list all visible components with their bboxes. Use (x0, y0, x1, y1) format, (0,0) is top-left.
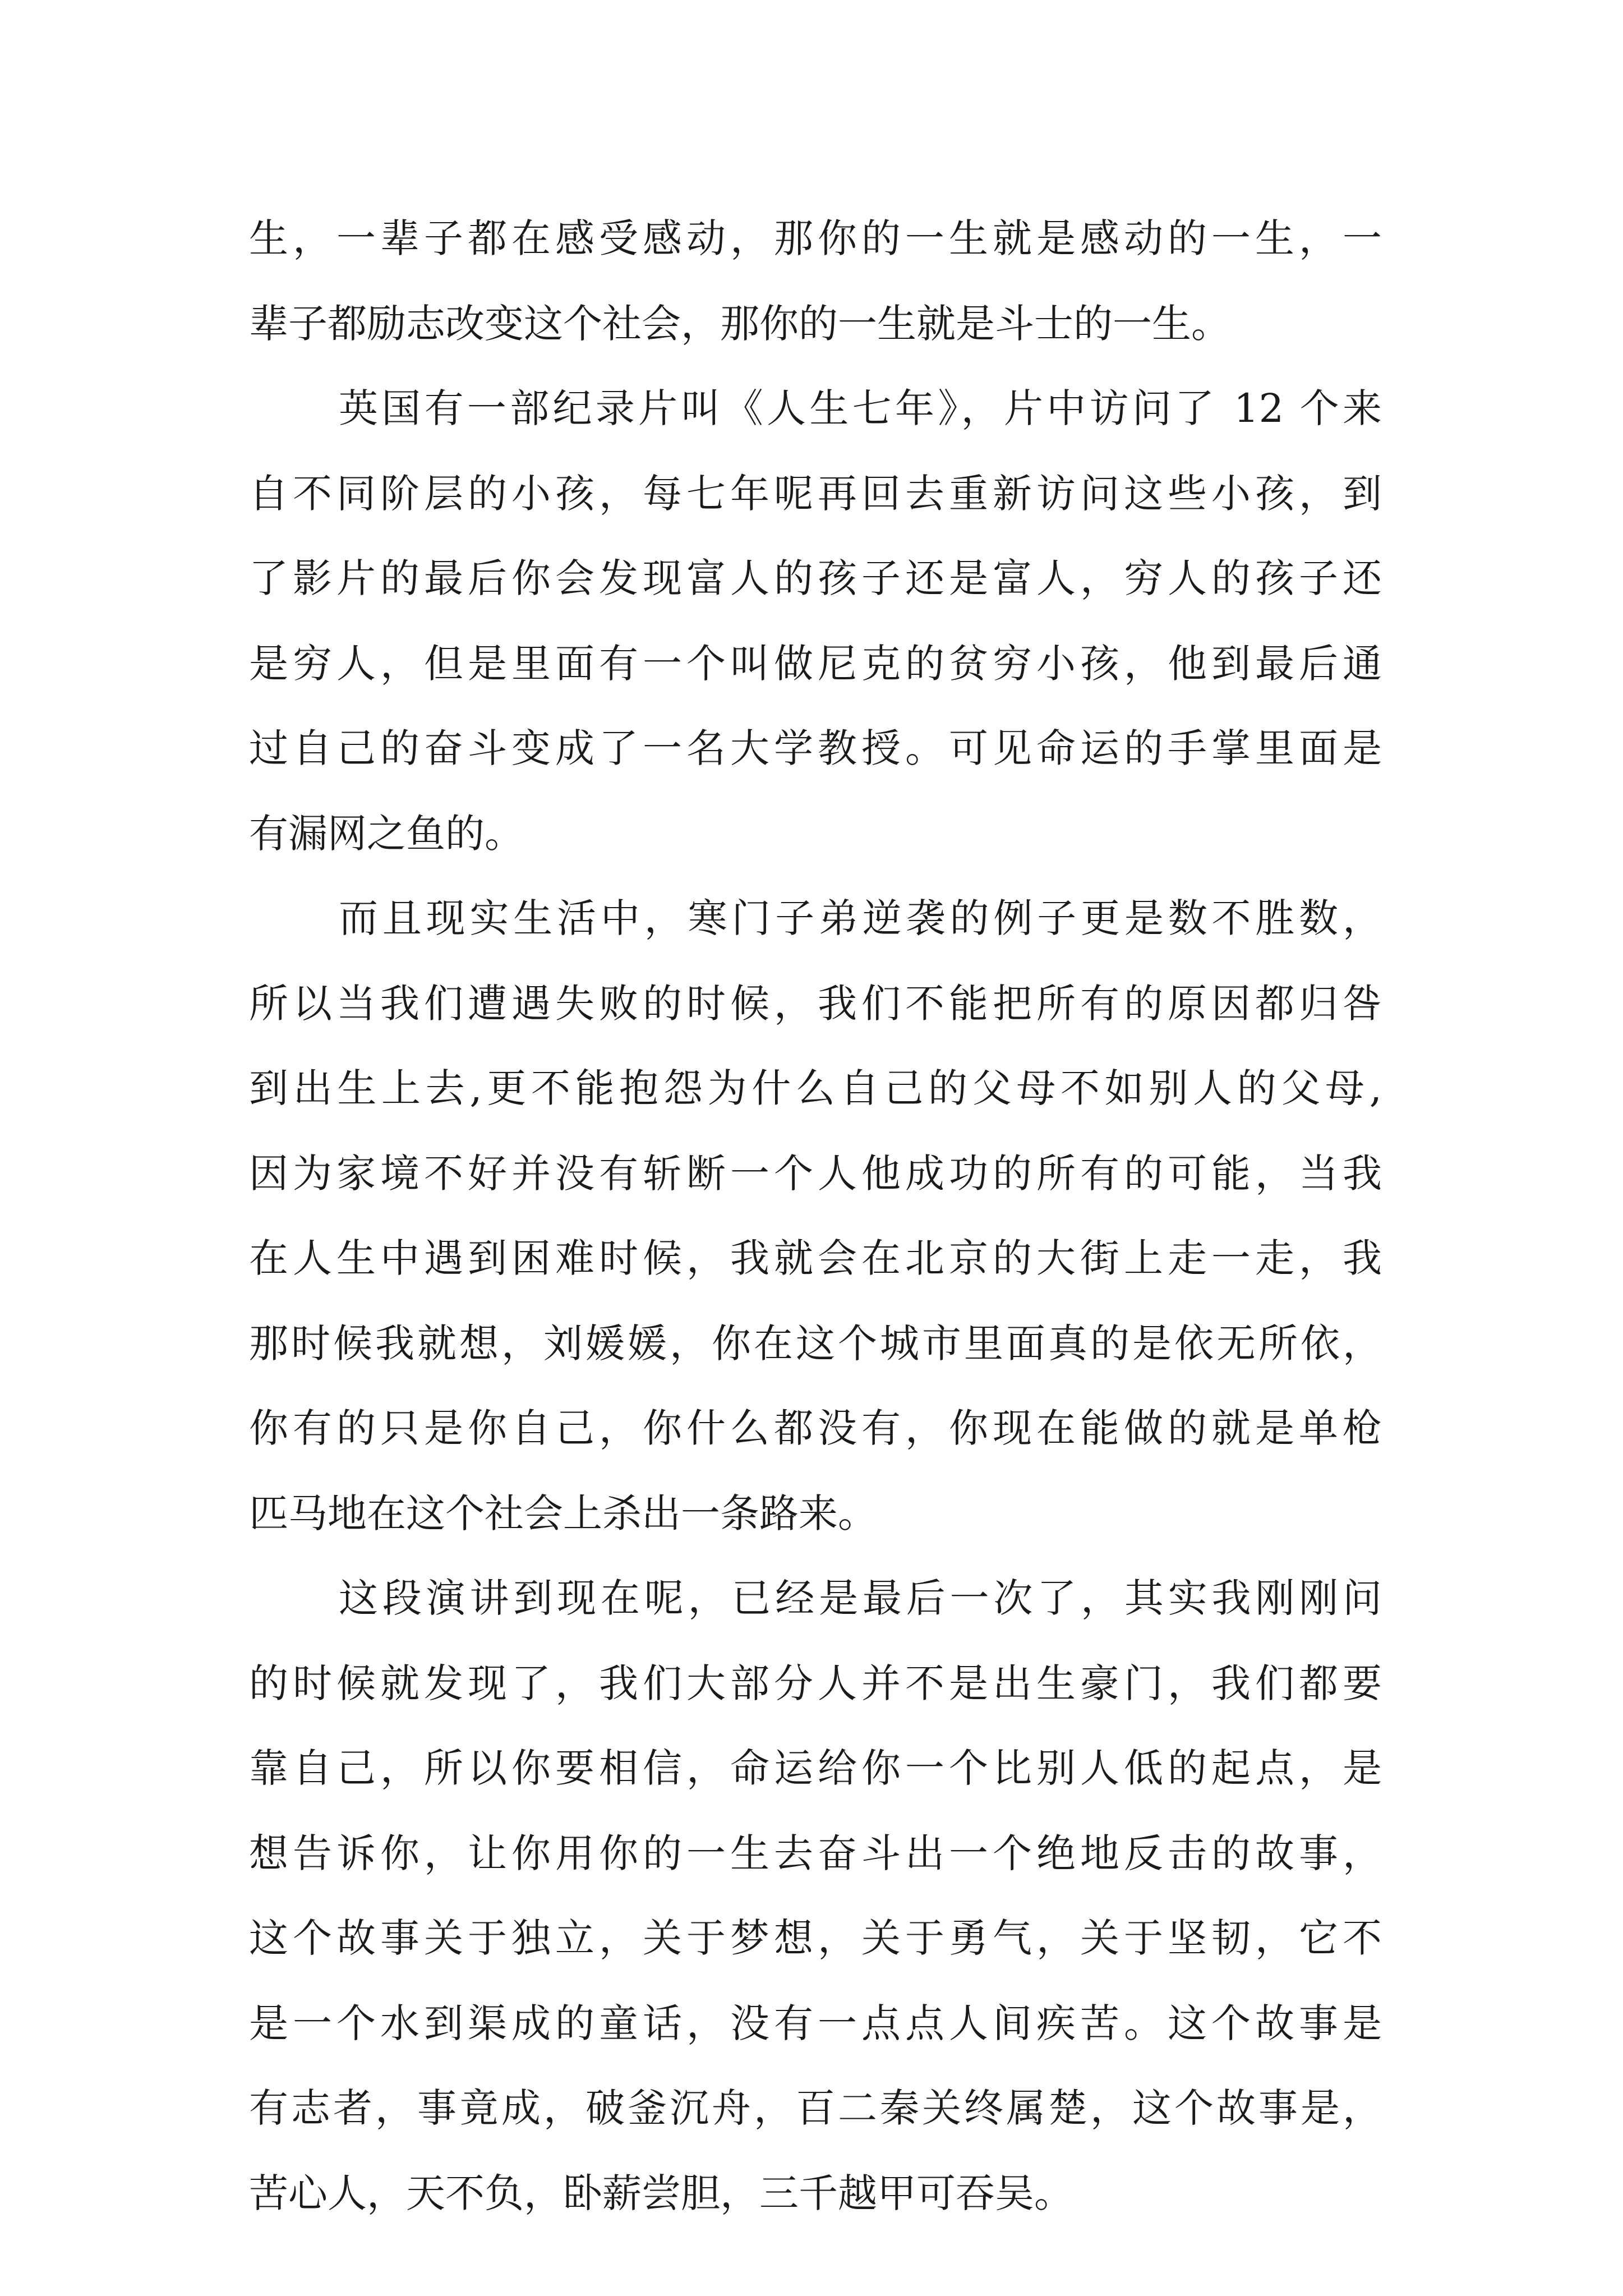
text-line: 生，一辈子都在感受感动，那你的一生就是感动的一生，一 (249, 215, 1382, 261)
text-line: 这个故事关于独立，关于梦想，关于勇气，关于坚韧，它不 (249, 1915, 1382, 1961)
text-line: 这段演讲到现在呢，已经是最后一次了，其实我刚刚问 (339, 1575, 1382, 1621)
text-line: 有志者，事竟成，破釜沉舟，百二秦关终属楚，这个故事是， (249, 2085, 1382, 2131)
text-line: 而且现实生活中，寒门子弟逆袭的例子更是数不胜数， (339, 895, 1382, 941)
text-line: 匹马地在这个社会上杀出一条路来。 (249, 1490, 877, 1536)
text-line: 是穷人，但是里面有一个叫做尼克的贫穷小孩，他到最后通 (249, 640, 1382, 687)
body-text (249, 196, 1382, 2236)
text-line: 英国有一部纪录片叫《人生七年》，片中访问了 12 个来 (339, 385, 1382, 431)
text-line: 想告诉你，让你用你的一生去奋斗出一个绝地反击的故事， (249, 1830, 1382, 1876)
text-line: 苦心人，天不负，卧薪尝胆，三千越甲可吞吴。 (249, 2170, 1073, 2216)
text-line: 那时候我就想，刘媛媛，你在这个城市里面真的是依无所依， (249, 1320, 1382, 1366)
text-line: 所以当我们遭遇失败的时候，我们不能把所有的原因都归咎 (249, 980, 1382, 1027)
text-line: 到出生上去,更不能抱怨为什么自己的父母不如别人的父母, (249, 1065, 1382, 1111)
text-line: 辈子都励志改变这个社会，那你的一生就是斗士的一生。 (249, 300, 1230, 347)
text-line: 在人生中遇到困难时候，我就会在北京的大街上走一走，我 (249, 1235, 1382, 1281)
text-line: 的时候就发现了，我们大部分人并不是出生豪门，我们都要 (249, 1660, 1382, 1706)
text-line: 了影片的最后你会发现富人的孩子还是富人，穷人的孩子还 (249, 555, 1382, 601)
text-line: 靠自己，所以你要相信，命运给你一个比别人低的起点，是 (249, 1745, 1382, 1791)
text-line: 自不同阶层的小孩，每七年呢再回去重新访问这些小孩，到 (249, 470, 1382, 517)
text-line: 你有的只是你自己，你什么都没有，你现在能做的就是单枪 (249, 1405, 1382, 1451)
text-line: 过自己的奋斗变成了一名大学教授。可见命运的手掌里面是 (249, 725, 1382, 771)
text-line: 有漏网之鱼的。 (249, 810, 524, 857)
text-line: 因为家境不好并没有斩断一个人他成功的所有的可能，当我 (249, 1150, 1382, 1197)
text-line: 是一个水到渠成的童话，没有一点点人间疾苦。这个故事是 (249, 2000, 1382, 2046)
